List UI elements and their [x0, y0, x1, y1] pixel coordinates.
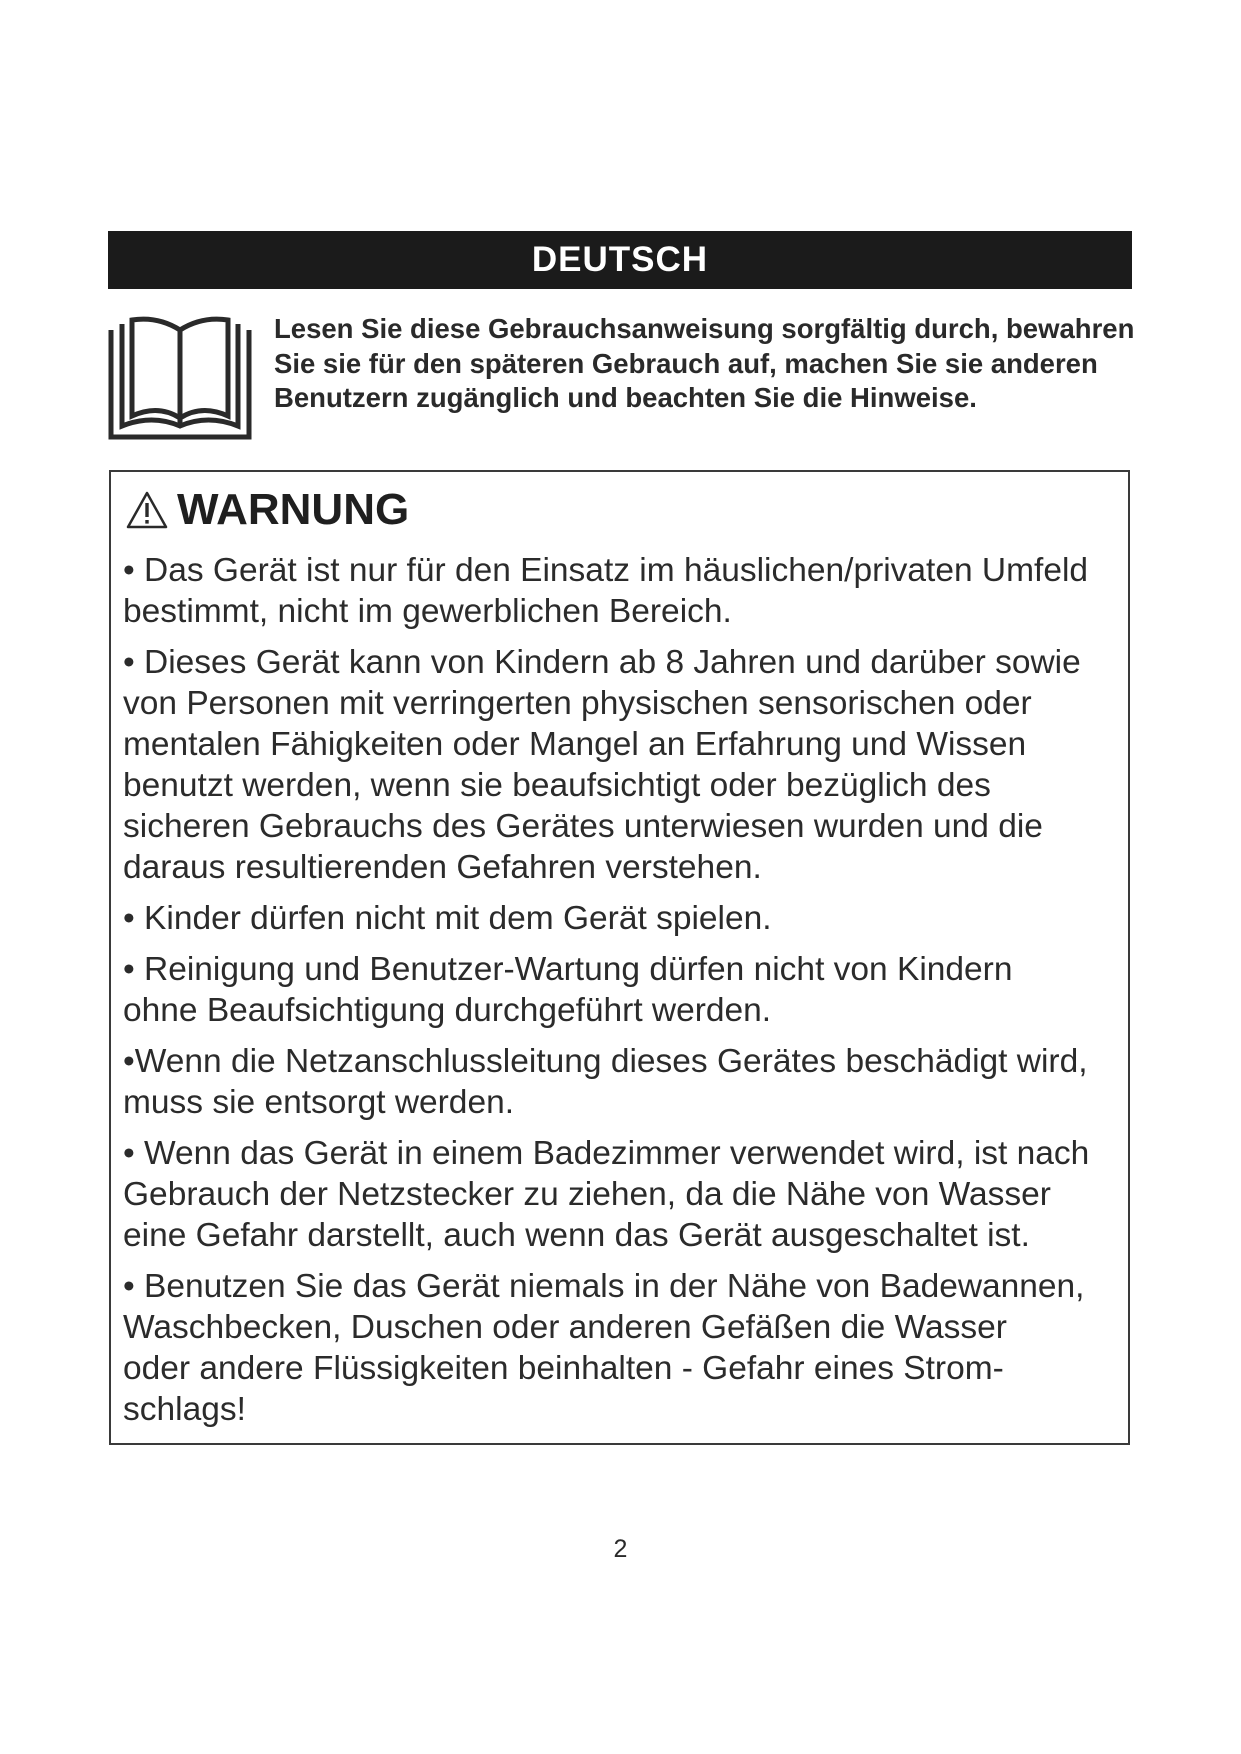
warning-line: oder andere Flüssigkeiten beinhalten - Gefahr eines Strom-: [123, 1350, 1004, 1387]
warning-heading: [125, 484, 409, 536]
warning-line: • Reinigung und Benutzer-Wartung dürfen nicht von Kindern: [123, 951, 1013, 988]
warning-line: muss sie entsorgt werden.: [123, 1084, 515, 1121]
language-label: DEUTSCH: [531, 240, 709, 279]
warning-line: benutzt werden, wenn sie beaufsichtigt oder bezüglich des: [123, 767, 991, 804]
warning-triangle-icon: [125, 490, 169, 530]
warning-line: mentalen Fähigkeiten oder Mangel an Erfahrung und Wissen: [123, 726, 1027, 763]
warning-box: [109, 470, 1130, 1445]
intro-line: Benutzern zugänglich und beachten Sie die Hinweise.: [274, 382, 977, 413]
warning-item: [123, 898, 1133, 939]
intro-line: Lesen Sie diese Gebrauchsanweisung sorgfältig durch, bewahren: [274, 313, 1135, 344]
intro-line: Sie sie für den späteren Gebrauch auf, machen Sie sie anderen: [274, 347, 1098, 379]
warning-line: eine Gefahr darstellt, auch wenn das Gerät ausgeschaltet ist.: [123, 1217, 1030, 1254]
warning-list: [123, 550, 1133, 1440]
open-book-icon: [108, 316, 252, 440]
warning-line: • Wenn das Gerät in einem Badezimmer verwendet wird, ist nach: [123, 1135, 1090, 1172]
language-header: [108, 231, 1132, 289]
warning-line: ohne Beaufsichtigung durchgeführt werden.: [123, 992, 772, 1029]
intro-text: [274, 312, 1144, 416]
warning-line: daraus resultierenden Gefahren verstehen.: [123, 849, 762, 886]
warning-line: • Das Gerät ist nur für den Einsatz im häuslichen/privaten Umfeld: [123, 552, 1089, 589]
warning-line: • Kinder dürfen nicht mit dem Gerät spielen.: [123, 900, 772, 937]
warning-line: schlags!: [123, 1391, 246, 1428]
warning-line: bestimmt, nicht im gewerblichen Bereich.: [123, 593, 732, 630]
warning-item: [123, 1266, 1133, 1430]
warning-line: • Dieses Gerät kann von Kindern ab 8 Jahren und darüber sowie: [123, 644, 1081, 681]
page-number: 2: [613, 1535, 628, 1563]
intro-section: [108, 312, 1138, 442]
warning-line: sicheren Gebrauchs des Gerätes unterwiesen wurden und die: [123, 808, 1043, 845]
warning-item: [123, 1041, 1133, 1123]
warning-item: [123, 949, 1133, 1031]
warning-line: Gebrauch der Netzstecker zu ziehen, da die Nähe von Wasser: [123, 1176, 1051, 1213]
warning-line: von Personen mit verringerten physischen sensorischen oder: [123, 685, 1032, 722]
warning-line: Waschbecken, Duschen oder anderen Gefäßen die Wasser: [123, 1309, 1007, 1346]
warning-title: WARNUNG: [177, 485, 410, 534]
warning-line: •Wenn die Netzanschlussleitung dieses Gerätes beschädigt wird,: [123, 1043, 1088, 1080]
warning-item: [123, 642, 1133, 888]
warning-item: [123, 550, 1133, 632]
warning-item: [123, 1133, 1133, 1256]
warning-line: • Benutzen Sie das Gerät niemals in der Nähe von Badewannen,: [123, 1268, 1085, 1305]
